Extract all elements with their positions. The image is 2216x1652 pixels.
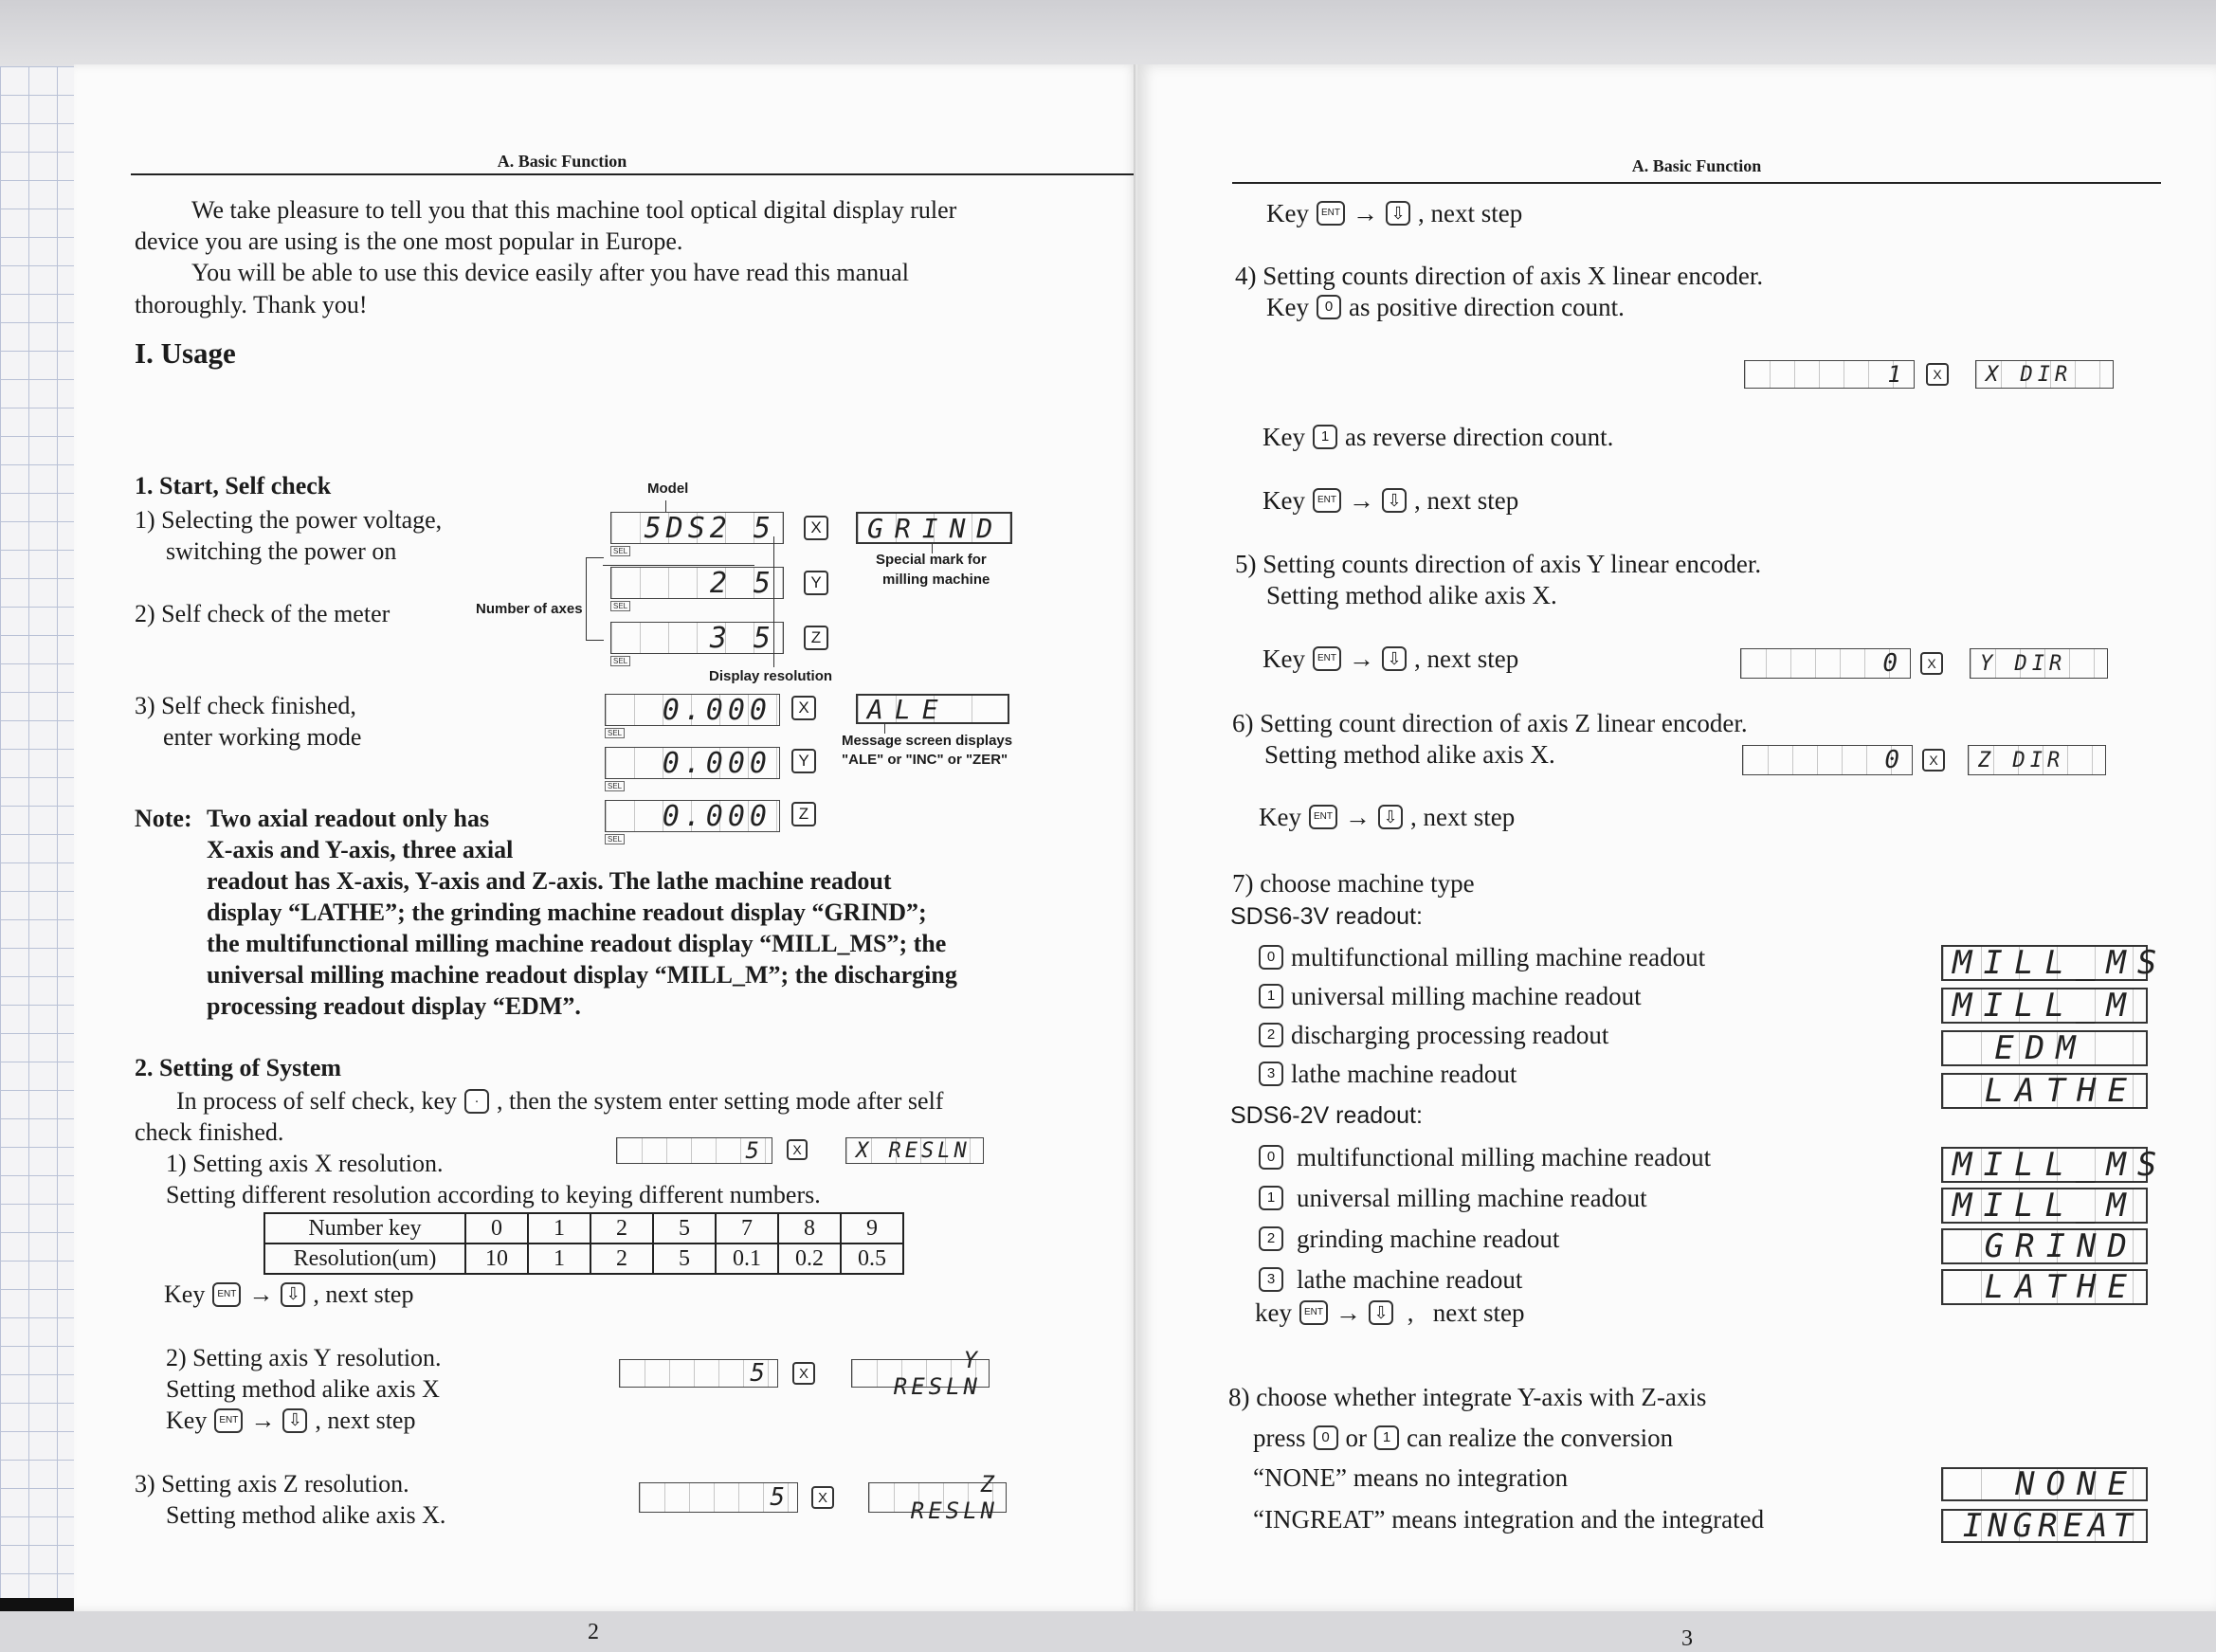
display-resolution-label: Display resolution bbox=[709, 668, 833, 684]
none-line: “NONE” means no integration bbox=[1253, 1463, 1569, 1492]
arrow-right-icon: → bbox=[1348, 644, 1374, 673]
step6-next-step bbox=[1259, 801, 1515, 833]
key-1[interactable]: 1 bbox=[1313, 425, 1337, 449]
header-rule bbox=[1232, 182, 2161, 184]
press-text: press bbox=[1253, 1424, 1306, 1452]
lcd-mill-ms: MILL_MS bbox=[1941, 1147, 2148, 1183]
header-rule bbox=[131, 173, 1135, 175]
next-step-text: , next step bbox=[315, 1407, 416, 1434]
lcd-z-res: 5 bbox=[639, 1482, 798, 1513]
step-3a: 3) Self check finished, bbox=[135, 692, 356, 719]
table-row bbox=[264, 1244, 903, 1274]
model-pointer bbox=[665, 500, 666, 512]
next-step-text: , next step bbox=[1413, 644, 1519, 673]
axes-bracket bbox=[586, 557, 604, 641]
sds3v-item-0 bbox=[1259, 941, 1705, 973]
key-word: Key bbox=[1262, 486, 1305, 515]
lcd-z-resln: Z RESLN bbox=[868, 1482, 1007, 1513]
table-cell: 2 bbox=[590, 1244, 653, 1274]
top-next-step bbox=[1266, 197, 1522, 229]
lcd-x-dir: X DIR bbox=[1975, 360, 2114, 389]
table-cell: 8 bbox=[778, 1213, 841, 1244]
lcd-work-z: 0.000 bbox=[605, 800, 780, 832]
key-1[interactable]: 1 bbox=[1259, 1186, 1283, 1210]
axis-y-button[interactable]: Y bbox=[791, 749, 816, 773]
page-number: 3 bbox=[1681, 1626, 1693, 1651]
sds2v-item-2 bbox=[1259, 1223, 1559, 1255]
key-0[interactable]: 0 bbox=[1259, 1145, 1283, 1170]
number-of-axes-label: Number of axes bbox=[476, 601, 583, 617]
lcd-grind: GRIND bbox=[1941, 1228, 2148, 1264]
down-arrow-key[interactable]: ⇩ bbox=[1382, 488, 1407, 513]
table-cell: Number key bbox=[264, 1213, 465, 1244]
note-line-7: processing readout display “EDM”. bbox=[207, 992, 581, 1020]
intro-line-3: You will be able to use this device easily after you have read this manual bbox=[191, 259, 909, 286]
ingreat-line: “INGREAT” means integration and the integrated bbox=[1253, 1505, 1765, 1534]
sds3v-label: SDS6-3V readout: bbox=[1230, 903, 1423, 930]
page-header: A. Basic Function bbox=[497, 152, 627, 171]
arrow-right-icon: → bbox=[248, 1280, 274, 1308]
sds3v-item-3 bbox=[1259, 1058, 1517, 1090]
axis-z-button[interactable]: Z bbox=[791, 802, 816, 826]
step7-line-1: 7) choose machine type bbox=[1232, 869, 1475, 898]
key-0[interactable]: 0 bbox=[1259, 945, 1283, 970]
right-page bbox=[1137, 64, 2216, 1651]
step6-line-1: 6) Setting count direction of axis Z linear encoder. bbox=[1232, 709, 1748, 737]
left-page bbox=[74, 64, 1137, 1644]
axis-x-button[interactable]: X bbox=[1926, 363, 1949, 386]
special-mark-label-2: milling machine bbox=[882, 572, 990, 588]
lcd-resolution-z: 3 5 bbox=[610, 622, 784, 654]
lcd-work-x: 0.000 bbox=[605, 694, 780, 726]
ent-key[interactable]: ENT bbox=[1313, 488, 1341, 513]
grid-paper-edge bbox=[0, 66, 76, 1611]
y-res-next-step bbox=[166, 1405, 415, 1436]
intro-line-4: thoroughly. Thank you! bbox=[135, 291, 368, 318]
setting-intro bbox=[176, 1085, 943, 1116]
down-arrow-key[interactable]: ⇩ bbox=[1369, 1300, 1393, 1325]
key-2[interactable]: 2 bbox=[1259, 1023, 1283, 1047]
key-word: Key bbox=[1262, 423, 1305, 451]
item-label: grinding machine readout bbox=[1297, 1225, 1560, 1253]
conversion-text: can realize the conversion bbox=[1407, 1424, 1674, 1452]
table-cell: 7 bbox=[716, 1213, 778, 1244]
key-1[interactable]: 1 bbox=[1374, 1425, 1399, 1450]
note-line-4: display “LATHE”; the grinding machine readout display “GRIND”; bbox=[207, 899, 927, 926]
y-res-line-1: 2) Setting axis Y resolution. bbox=[166, 1344, 442, 1371]
setting-intro-text-a: In process of self check, key bbox=[176, 1087, 457, 1115]
step5-next-step bbox=[1262, 643, 1518, 675]
step8-line-1: 8) choose whether integrate Y-axis with Z-axis bbox=[1228, 1383, 1707, 1411]
ent-key[interactable]: ENT bbox=[214, 1408, 243, 1433]
down-arrow-key[interactable]: ⇩ bbox=[1382, 646, 1407, 671]
step6-line-2: Setting method alike axis X. bbox=[1264, 740, 1555, 769]
axis-x-button[interactable]: X bbox=[804, 516, 828, 540]
ent-key[interactable]: ENT bbox=[1309, 805, 1337, 829]
ent-key[interactable]: ENT bbox=[1317, 201, 1345, 226]
setting-intro-text-b: , then the system enter setting mode after self bbox=[497, 1087, 944, 1115]
lcd-x-res: 5 bbox=[616, 1137, 772, 1164]
next-step-text: , next step bbox=[1400, 1298, 1525, 1327]
sel-label: SEL bbox=[605, 834, 625, 844]
lcd-grind: GRIND bbox=[856, 512, 1012, 544]
axis-x-button[interactable]: X bbox=[791, 696, 816, 720]
key-word: Key bbox=[1262, 644, 1305, 673]
key-word: Key bbox=[164, 1280, 206, 1308]
axis-x-button[interactable]: X bbox=[1920, 652, 1943, 675]
sel-label: SEL bbox=[605, 781, 625, 791]
x-res-line-1: 1) Setting axis X resolution. bbox=[166, 1150, 444, 1177]
down-arrow-key[interactable]: ⇩ bbox=[282, 1408, 307, 1433]
step5-line-1: 5) Setting counts direction of axis Y linear encoder. bbox=[1235, 550, 1762, 578]
x-res-line-2: Setting different resolution according to keying different numbers. bbox=[166, 1181, 821, 1208]
table-cell: 0.2 bbox=[778, 1244, 841, 1274]
item-label: lathe machine readout bbox=[1297, 1265, 1523, 1294]
key-word: Key bbox=[1259, 803, 1301, 831]
dot-key[interactable]: · bbox=[464, 1089, 489, 1114]
sds3v-item-1 bbox=[1259, 980, 1642, 1012]
step4-reverse bbox=[1262, 421, 1613, 453]
note-line-5: the multifunctional milling machine readout display “MILL_MS”; the bbox=[207, 930, 947, 957]
table-cell: Resolution(um) bbox=[264, 1244, 465, 1274]
step-1a: 1) Selecting the power voltage, bbox=[135, 506, 443, 534]
sel-label: SEL bbox=[610, 546, 630, 556]
sds2v-label: SDS6-2V readout: bbox=[1230, 1102, 1423, 1129]
table-cell: 0.5 bbox=[841, 1244, 903, 1274]
step-1b: switching the power on bbox=[166, 537, 397, 565]
ent-key[interactable]: ENT bbox=[212, 1282, 241, 1307]
item-label: discharging processing readout bbox=[1291, 1021, 1609, 1049]
item-label: lathe machine readout bbox=[1291, 1060, 1517, 1088]
step8-press bbox=[1253, 1422, 1673, 1454]
lcd-x-dir-value: 1 bbox=[1744, 360, 1915, 389]
key-word: Key bbox=[166, 1407, 208, 1434]
lcd-z-dir-value: 0 bbox=[1742, 745, 1913, 775]
sel-label: SEL bbox=[610, 601, 630, 611]
key-word: Key bbox=[1266, 293, 1309, 321]
note-line-6: universal milling machine readout display “MILL_M”; the discharging bbox=[207, 961, 957, 989]
y-res-line-2: Setting method alike axis X bbox=[166, 1375, 440, 1403]
lcd-none: NONE bbox=[1941, 1467, 2148, 1501]
down-arrow-key[interactable]: ⇩ bbox=[281, 1282, 305, 1307]
axis-y-button[interactable]: Y bbox=[804, 571, 828, 595]
step4-positive bbox=[1266, 291, 1625, 323]
step7-next-step bbox=[1255, 1297, 1524, 1329]
z-res-line-2: Setting method alike axis X. bbox=[166, 1501, 446, 1529]
lcd-mill-m: MILL_M bbox=[1941, 1188, 2148, 1224]
resolution-table bbox=[263, 1212, 904, 1275]
note-label: Note: bbox=[135, 805, 192, 832]
arrow-right-icon: → bbox=[1335, 1298, 1361, 1327]
lcd-model-x: 5DS2 5 bbox=[610, 512, 784, 544]
table-cell: 1 bbox=[528, 1244, 590, 1274]
model-label: Model bbox=[647, 481, 689, 497]
table-cell: 2 bbox=[590, 1213, 653, 1244]
setting-title: 2. Setting of System bbox=[135, 1054, 342, 1081]
arrow-right-icon: → bbox=[250, 1407, 276, 1434]
lcd-axes-y: 2 5 bbox=[610, 567, 784, 599]
table-cell: 0.1 bbox=[716, 1244, 778, 1274]
note-line-1: Two axial readout only has bbox=[207, 805, 490, 832]
lcd-work-y: 0.000 bbox=[605, 747, 780, 779]
table-cell: 0 bbox=[465, 1213, 528, 1244]
step4-line-1: 4) Setting counts direction of axis X linear encoder. bbox=[1235, 262, 1764, 290]
lcd-y-dir: Y DIR bbox=[1970, 648, 2108, 679]
x-res-next-step bbox=[164, 1279, 413, 1310]
down-arrow-key[interactable]: ⇩ bbox=[1386, 201, 1410, 226]
axis-z-button[interactable]: Z bbox=[804, 626, 828, 650]
z-res-line-1: 3) Setting axis Z resolution. bbox=[135, 1470, 409, 1498]
lcd-ingreat: INGREAT bbox=[1941, 1509, 2148, 1543]
sds2v-item-3 bbox=[1259, 1263, 1522, 1296]
step4-next-step bbox=[1262, 484, 1518, 517]
step-3b: enter working mode bbox=[163, 723, 362, 751]
positive-text: as positive direction count. bbox=[1348, 293, 1625, 321]
arrow-right-icon: → bbox=[1352, 199, 1378, 227]
start-title: 1. Start, Self check bbox=[135, 472, 332, 499]
note-line-2: X-axis and Y-axis, three axial bbox=[207, 836, 514, 863]
special-mark-label-1: Special mark for bbox=[876, 552, 987, 568]
lcd-y-res: 5 bbox=[619, 1359, 778, 1388]
item-label: multifunctional milling machine readout bbox=[1291, 943, 1706, 971]
ent-key[interactable]: ENT bbox=[1313, 646, 1341, 671]
message-label-2: "ALE" or "INC" or "ZER" bbox=[842, 752, 1008, 768]
key-3[interactable]: 3 bbox=[1259, 1267, 1283, 1292]
down-arrow-key[interactable]: ⇩ bbox=[1378, 805, 1403, 829]
reverse-text: as reverse direction count. bbox=[1344, 423, 1614, 451]
key-1[interactable]: 1 bbox=[1259, 984, 1283, 1008]
intro-line-1: We take pleasure to tell you that this machine tool optical digital display ruler bbox=[191, 196, 957, 224]
axes-bracket-top bbox=[603, 565, 754, 566]
step5-line-2: Setting method alike axis X. bbox=[1266, 581, 1557, 609]
table-cell: 5 bbox=[653, 1244, 716, 1274]
sds2v-item-0 bbox=[1259, 1141, 1711, 1173]
table-cell: 9 bbox=[841, 1213, 903, 1244]
sel-label: SEL bbox=[610, 656, 630, 666]
setting-intro-line-2: check finished. bbox=[135, 1118, 284, 1146]
lcd-mill-ms: MILL_MS bbox=[1941, 945, 2148, 981]
item-label: multifunctional milling machine readout bbox=[1297, 1143, 1712, 1171]
table-cell: 10 bbox=[465, 1244, 528, 1274]
lcd-y-resln: Y RESLN bbox=[851, 1359, 990, 1388]
lcd-ale: ALE bbox=[856, 694, 1009, 724]
lcd-x-resln: X RESLN bbox=[845, 1137, 984, 1164]
key-0[interactable]: 0 bbox=[1317, 295, 1341, 319]
lcd-z-dir: Z DIR bbox=[1968, 745, 2106, 775]
message-label-1: Message screen displays bbox=[842, 733, 1013, 749]
key-word: Key bbox=[1266, 199, 1309, 227]
lcd-y-dir-value: 0 bbox=[1740, 648, 1911, 679]
axis-x-button[interactable]: X bbox=[1922, 749, 1945, 772]
key-3[interactable]: 3 bbox=[1259, 1062, 1283, 1086]
sds3v-item-2 bbox=[1259, 1019, 1608, 1051]
intro-line-2: device you are using is the one most popular in Europe. bbox=[135, 227, 683, 255]
table-cell: 5 bbox=[653, 1213, 716, 1244]
key-2[interactable]: 2 bbox=[1259, 1226, 1283, 1251]
usage-title: I. Usage bbox=[135, 336, 236, 370]
next-step-text: , next step bbox=[1413, 486, 1519, 515]
next-step-text: , next step bbox=[1409, 803, 1516, 831]
resolution-pointer bbox=[773, 536, 774, 667]
arrow-right-icon: → bbox=[1348, 486, 1374, 515]
item-label: universal milling machine readout bbox=[1291, 982, 1642, 1010]
next-step-text: , next step bbox=[313, 1280, 414, 1308]
key-0[interactable]: 0 bbox=[1314, 1425, 1338, 1450]
note-line-3: readout has X-axis, Y-axis and Z-axis. The lathe machine readout bbox=[207, 867, 892, 895]
sds2v-item-1 bbox=[1259, 1182, 1647, 1214]
item-label: universal milling machine readout bbox=[1297, 1184, 1647, 1212]
step-2: 2) Self check of the meter bbox=[135, 600, 391, 627]
arrow-right-icon: → bbox=[1344, 803, 1371, 831]
page-number: 2 bbox=[588, 1620, 599, 1644]
axis-x-button[interactable]: X bbox=[792, 1362, 815, 1385]
axis-x-button[interactable]: X bbox=[787, 1139, 808, 1160]
ent-key[interactable]: ENT bbox=[1299, 1300, 1328, 1325]
lcd-lathe: LATHE bbox=[1941, 1073, 2148, 1109]
sel-label: SEL bbox=[605, 728, 625, 738]
table-row bbox=[264, 1213, 903, 1244]
scan-corner bbox=[0, 1598, 78, 1611]
next-step-text: , next step bbox=[1417, 199, 1523, 227]
page-header: A. Basic Function bbox=[1631, 156, 1762, 175]
lcd-mill-m: MILL_M bbox=[1941, 988, 2148, 1024]
axis-x-button[interactable]: X bbox=[811, 1486, 834, 1509]
key-word: key bbox=[1255, 1298, 1292, 1327]
or-text: or bbox=[1345, 1424, 1367, 1452]
table-cell: 1 bbox=[528, 1213, 590, 1244]
lcd-lathe: LATHE bbox=[1941, 1269, 2148, 1305]
lcd-edm: EDM bbox=[1941, 1030, 2148, 1066]
